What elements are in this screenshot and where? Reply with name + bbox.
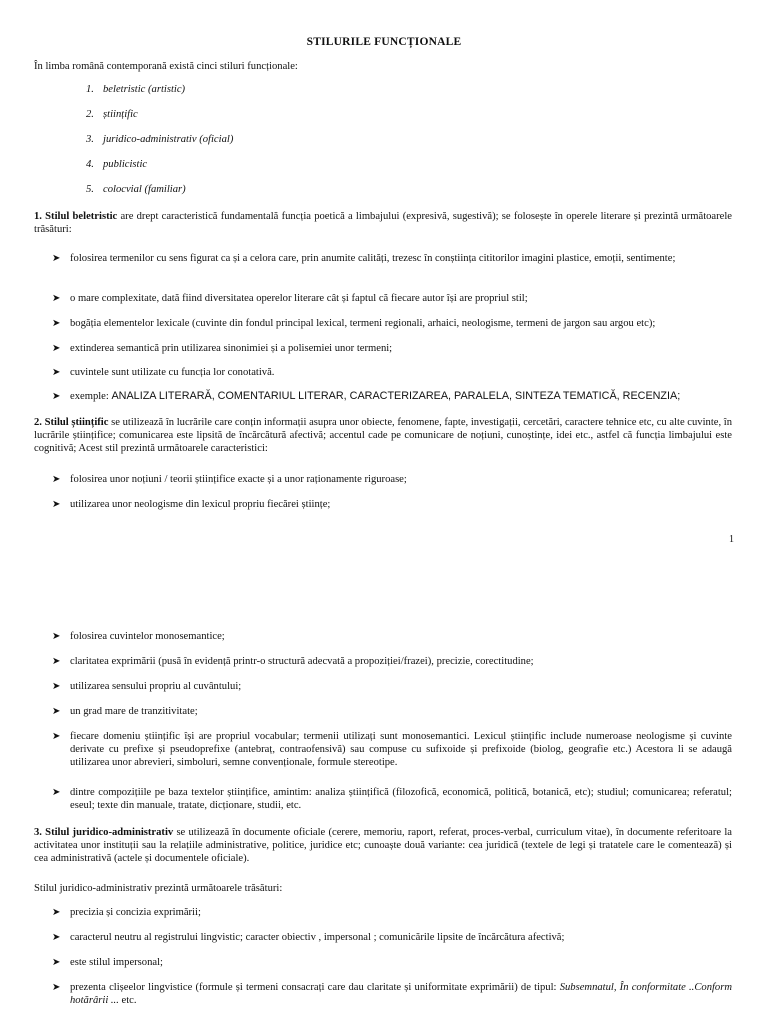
list-item: ➤ un grad mare de tranzitivitate; [52, 706, 198, 717]
arrow-bullet-icon: ➤ [52, 499, 61, 510]
list-item: ➤ caracterul neutru al registrului lingvistic; caracter obiectiv , impersonal ; comunicările lipsite de încărcătura afectivă; [52, 932, 565, 943]
arrow-bullet-icon: ➤ [52, 474, 61, 485]
list-item: ➤ utilizarea sensului propriu al cuvântului; [52, 681, 242, 692]
list-item: ➤ folosirea unor noțiuni / teorii științifice exacte și a unor raționamente riguroase; [52, 474, 407, 485]
arrow-bullet-icon: ➤ [52, 391, 61, 402]
list-item: ➤ bogăția elementelor lexicale (cuvinte din fondul principal lexical, termeni regionali, arhaici, neologisme, termeni de jargon sau argou etc); [52, 318, 656, 329]
list-item: ➤ folosirea termenilor cu sens figurat ca și a celora care, prin anumite calități, trezesc în conștiința cititorilor imagini plastice, emoții, sentimente; [52, 253, 676, 264]
arrow-bullet-icon: ➤ [52, 957, 61, 968]
section-3-body: se utilizează în documente oficiale (cerere, memoriu, raport, referat, proces-verbal, curriculum vitae), în documente referitoare la activitatea unor instituții sau la relațiile administrative, politice, juridice etc; cunoaște două variante: cea juridică (textele de legi și tratatele care le comentează) și cea administrativă (actele și documentele oficiale). [34, 827, 732, 864]
arrow-bullet-icon: ➤ [52, 343, 61, 354]
page-title: STILURILE FUNCȚIONALE [306, 36, 462, 48]
arrow-bullet-icon: ➤ [52, 631, 61, 642]
arrow-bullet-icon: ➤ [52, 907, 61, 918]
list-item: ➤ claritatea exprimării (pusă în evidență printr-o structură adecvată a propoziției/frazei), precizie, corectitudine; [52, 656, 534, 667]
list-item: ➤ dintre compozițiile pe baza textelor științifice, amintim: analiza științifică (filozofică, economică, politică, botanică, etc); studiul; comunicarea; referatul; eseul; texte din manuale, tratate, dicționare, studii, etc. [52, 787, 732, 811]
list-item: ➤ utilizarea unor neologisme din lexicul propriu fiecărei științe; [52, 499, 331, 510]
list-item: 4. publicistic [86, 159, 148, 170]
arrow-bullet-icon: ➤ [52, 787, 61, 798]
list-item: ➤ extinderea semantică prin utilizarea sinonimiei și a polisemiei unor termeni; [52, 343, 393, 354]
list-item: ➤ fiecare domeniu științific își are propriul vocabular; termenii utilizați sunt monosemantici. Lexicul științific include numeroase neologisme și cuvinte derivate cu prefixe și pseudoprefixe (antebraț, contraofensivă) sau compuse cu sufixoide și prefixoide (biolog, geografie etc.) Acestora li se adaugă utilizarea unor abrevieri, simboluri, semne convenționale, formule stereotipe. [52, 731, 732, 768]
section-2-body: se utilizează în lucrările care conțin informații asupra unor obiecte, fenomene, fapte, investigații, cercetări, caractere tehnice etc, cu alte cuvinte, în lucrările științifice; comunicarea este lipsită de încărcătură afectivă; accentul cade pe comunicare de noțiuni, cunoștințe, idei etc., astfel că funcția limbajului este cognitivă; Acest stil prezintă următoarele caracteristici: [34, 417, 733, 454]
arrow-bullet-icon: ➤ [52, 253, 61, 264]
list-item: 2. științific [86, 109, 138, 120]
list-item: ➤ o mare complexitate, dată fiind diversitatea operelor literare cât și faptul că fiecare autor își are propriul stil; [52, 293, 528, 304]
list-item: ➤ este stilul impersonal; [52, 957, 163, 968]
list-item: ➤ precizia și concizia exprimării; [52, 907, 201, 918]
arrow-bullet-icon: ➤ [52, 731, 61, 742]
list-item: ➤ cuvintele sunt utilizate cu funcția lor conotativă. [52, 367, 275, 378]
intro-text: În limba română contemporană există cinci stiluri funcționale: [34, 61, 298, 72]
arrow-bullet-icon: ➤ [52, 681, 61, 692]
arrow-bullet-icon: ➤ [52, 656, 61, 667]
list-item: 3. juridico-administrativ (oficial) [86, 134, 234, 145]
list-item: 1. beletristic (artistic) [86, 84, 186, 95]
arrow-bullet-icon: ➤ [52, 293, 61, 304]
section-3-paragraph [34, 826, 732, 865]
section-3-heading: 3. Stilul juridico-administrativ [34, 827, 174, 838]
examples-list: ANALIZA LITERARĂ, COMENTARIUL LITERAR, CARACTERIZAREA, PARALELA, SINTEZA TEMATICĂ, RECENZIA; [111, 390, 681, 402]
list-item: ➤ folosirea cuvintelor monosemantice; [52, 631, 225, 642]
list-item: 5. colocvial (familiar) [86, 184, 186, 195]
arrow-bullet-icon: ➤ [52, 367, 61, 378]
section-1-heading: 1. Stilul beletristic [34, 211, 118, 222]
arrow-bullet-icon: ➤ [52, 982, 61, 993]
section-1-body: are drept caracteristică fundamentală funcția poetică a limbajului (expresivă, sugestivă); se folosește în operele literare și prezintă următoarele trăsături: [34, 211, 733, 235]
arrow-bullet-icon: ➤ [52, 318, 61, 329]
arrow-bullet-icon: ➤ [52, 706, 61, 717]
page-number: 1 [729, 534, 734, 545]
arrow-bullet-icon: ➤ [52, 932, 61, 943]
section-2-paragraph [34, 416, 732, 455]
section-3-intro: Stilul juridico-administrativ prezintă următoarele trăsături: [34, 883, 283, 894]
section-2-heading: 2. Stilul științific [34, 417, 109, 428]
list-item: ➤ prezenta clișeelor lingvistice (formule și termeni consacrați care dau claritate și uniformitate exprimării) de tipul: Subsemnatul, În conformitate ..Conform hotărârii ... etc. [52, 982, 733, 1006]
list-item: ➤ exemple: ANALIZA LITERARĂ, COMENTARIUL LITERAR, CARACTERIZAREA, PARALELA, SINTEZA TEMATICĂ, RECENZIA; [52, 390, 681, 402]
section-1-paragraph [34, 210, 732, 236]
